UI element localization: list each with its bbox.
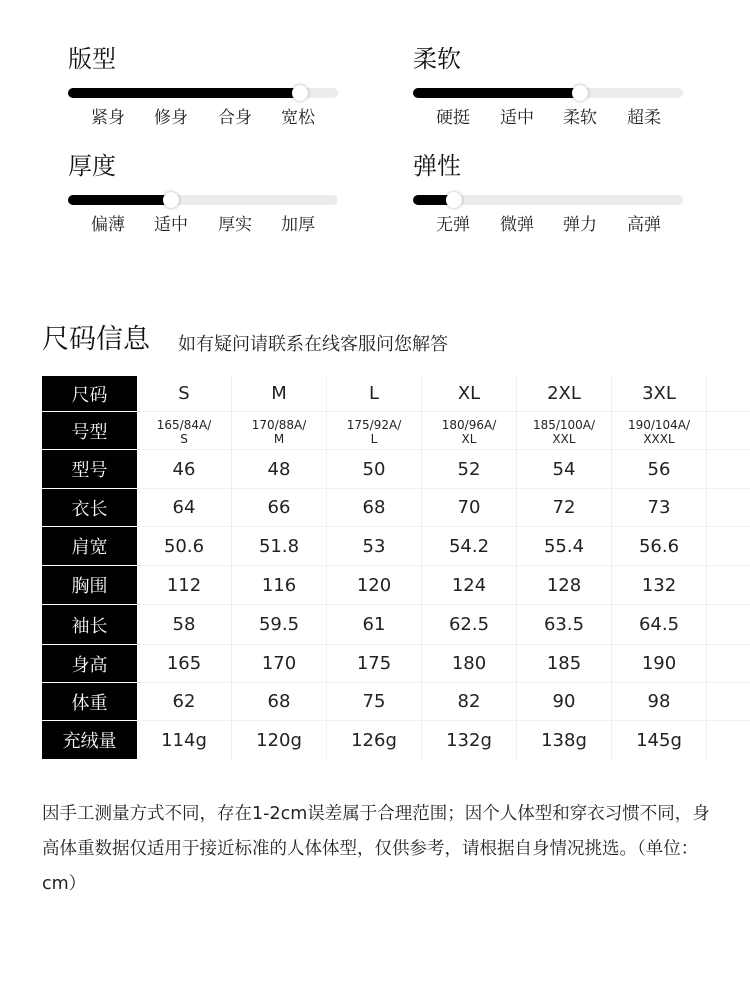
table-cell: 54.2 [422, 527, 517, 565]
table-cell: 68 [232, 683, 327, 720]
table-cell: 145g [612, 721, 707, 759]
table-cell: 190/104A/ XXXL [612, 412, 707, 449]
table-cell: 56.6 [612, 527, 707, 565]
table-cell: 55.4 [517, 527, 612, 565]
table-cell: 70 [422, 489, 517, 526]
table-row-down-fill [42, 721, 750, 759]
table-row-spec [42, 412, 750, 450]
table-cell: 50 [327, 450, 422, 488]
table-cell: 180/96A/ XL [422, 412, 517, 449]
row-header: 型号 [42, 450, 137, 488]
table-cell: 185 [517, 645, 612, 682]
attr-fit-option: 修身 [154, 108, 188, 128]
table-cell: 175 [327, 645, 422, 682]
attr-fit-option: 紧身 [91, 108, 125, 128]
table-cell: 50.6 [137, 527, 232, 565]
table-cell: 128 [517, 566, 612, 604]
attr-elasticity-option: 微弹 [500, 215, 534, 235]
attr-fit-fill [68, 88, 300, 98]
table-cell: 2XL [517, 376, 612, 411]
attr-softness-option: 适中 [500, 108, 534, 128]
attr-thickness-option: 偏薄 [91, 215, 125, 235]
table-row-shoulder [42, 527, 750, 566]
row-header: 身高 [42, 645, 137, 682]
attr-softness-option: 硬挺 [436, 108, 470, 128]
table-cell: S [137, 376, 232, 411]
table-cell: 64 [137, 489, 232, 526]
attr-fit [68, 45, 338, 128]
table-cell: 165/84A/ S [137, 412, 232, 449]
table-row-model [42, 450, 750, 489]
attr-thickness-option: 适中 [154, 215, 188, 235]
attr-elasticity-track [413, 195, 683, 205]
row-header: 胸围 [42, 566, 137, 604]
size-chart-heading [42, 322, 742, 362]
attr-thickness-title: 厚度 [68, 152, 116, 180]
attr-thickness [68, 152, 338, 235]
table-cell: 180 [422, 645, 517, 682]
table-row-height [42, 645, 750, 683]
table-cell: 120 [327, 566, 422, 604]
table-cell: 54 [517, 450, 612, 488]
table-cell: 185/100A/ XXL [517, 412, 612, 449]
table-cell: 126g [327, 721, 422, 759]
table-cell: 132 [612, 566, 707, 604]
size-chart-title: 尺码信息 [42, 324, 150, 355]
attr-fit-title: 版型 [68, 45, 116, 73]
table-cell: 170/88A/ M [232, 412, 327, 449]
attr-fit-option: 宽松 [281, 108, 315, 128]
attr-fit-track [68, 88, 338, 98]
table-cell: 63.5 [517, 605, 612, 644]
row-header: 充绒量 [42, 721, 137, 759]
attr-fit-option: 合身 [218, 108, 252, 128]
attr-elasticity-option: 高弹 [627, 215, 661, 235]
row-header: 肩宽 [42, 527, 137, 565]
attr-softness-fill [413, 88, 580, 98]
attr-softness-knob [572, 85, 588, 101]
table-row-sleeve [42, 605, 750, 645]
table-cell: XL [422, 376, 517, 411]
size-chart-subtitle: 如有疑问请联系在线客服问您解答 [178, 334, 448, 355]
attr-softness-option: 柔软 [563, 108, 597, 128]
table-cell: 64.5 [612, 605, 707, 644]
table-row-size [42, 376, 750, 412]
attr-elasticity-title: 弹性 [413, 152, 461, 180]
table-cell: 68 [327, 489, 422, 526]
table-cell: 66 [232, 489, 327, 526]
table-cell: 61 [327, 605, 422, 644]
table-cell: 48 [232, 450, 327, 488]
table-cell: 73 [612, 489, 707, 526]
table-cell: 58 [137, 605, 232, 644]
attr-fit-knob [292, 85, 308, 101]
table-cell: 56 [612, 450, 707, 488]
row-header: 号型 [42, 412, 137, 449]
attr-thickness-knob [163, 192, 179, 208]
size-chart-table [42, 376, 750, 759]
table-cell: 82 [422, 683, 517, 720]
attr-softness [413, 45, 683, 128]
table-cell: 46 [137, 450, 232, 488]
table-cell: 3XL [612, 376, 707, 411]
table-cell: 124 [422, 566, 517, 604]
table-cell: M [232, 376, 327, 411]
attr-elasticity-option: 弹力 [563, 215, 597, 235]
attr-thickness-track [68, 195, 338, 205]
table-row-length [42, 489, 750, 527]
table-cell: 112 [137, 566, 232, 604]
attr-elasticity-option: 无弹 [436, 215, 470, 235]
table-cell: 114g [137, 721, 232, 759]
row-header: 衣长 [42, 489, 137, 526]
table-cell: 59.5 [232, 605, 327, 644]
attr-thickness-option: 加厚 [281, 215, 315, 235]
table-cell: 53 [327, 527, 422, 565]
table-cell: 62 [137, 683, 232, 720]
row-header: 尺码 [42, 376, 137, 411]
attr-softness-track [413, 88, 683, 98]
table-cell: 190 [612, 645, 707, 682]
table-cell: 62.5 [422, 605, 517, 644]
row-header: 体重 [42, 683, 137, 720]
table-cell: 52 [422, 450, 517, 488]
table-cell: 138g [517, 721, 612, 759]
table-cell: 132g [422, 721, 517, 759]
table-cell: 98 [612, 683, 707, 720]
attr-softness-title: 柔软 [413, 45, 461, 73]
table-cell: L [327, 376, 422, 411]
table-row-chest [42, 566, 750, 605]
table-row-weight [42, 683, 750, 721]
table-cell: 120g [232, 721, 327, 759]
table-cell: 51.8 [232, 527, 327, 565]
attr-thickness-fill [68, 195, 171, 205]
measurement-note: 因手工测量方式不同，存在1-2cm误差属于合理范围；因个人体型和穿衣习惯不同，身高体重数据仅适用于接近标准的人体体型，仅供参考，请根据自身情况挑选。（单位：cm） [42, 804, 710, 894]
table-cell: 72 [517, 489, 612, 526]
attr-softness-option: 超柔 [627, 108, 661, 128]
attr-elasticity [413, 152, 683, 235]
table-cell: 116 [232, 566, 327, 604]
row-header: 袖长 [42, 605, 137, 644]
table-cell: 75 [327, 683, 422, 720]
table-cell: 90 [517, 683, 612, 720]
table-cell: 175/92A/ L [327, 412, 422, 449]
attr-thickness-option: 厚实 [218, 215, 252, 235]
attr-elasticity-knob [446, 192, 462, 208]
table-cell: 165 [137, 645, 232, 682]
table-cell: 170 [232, 645, 327, 682]
